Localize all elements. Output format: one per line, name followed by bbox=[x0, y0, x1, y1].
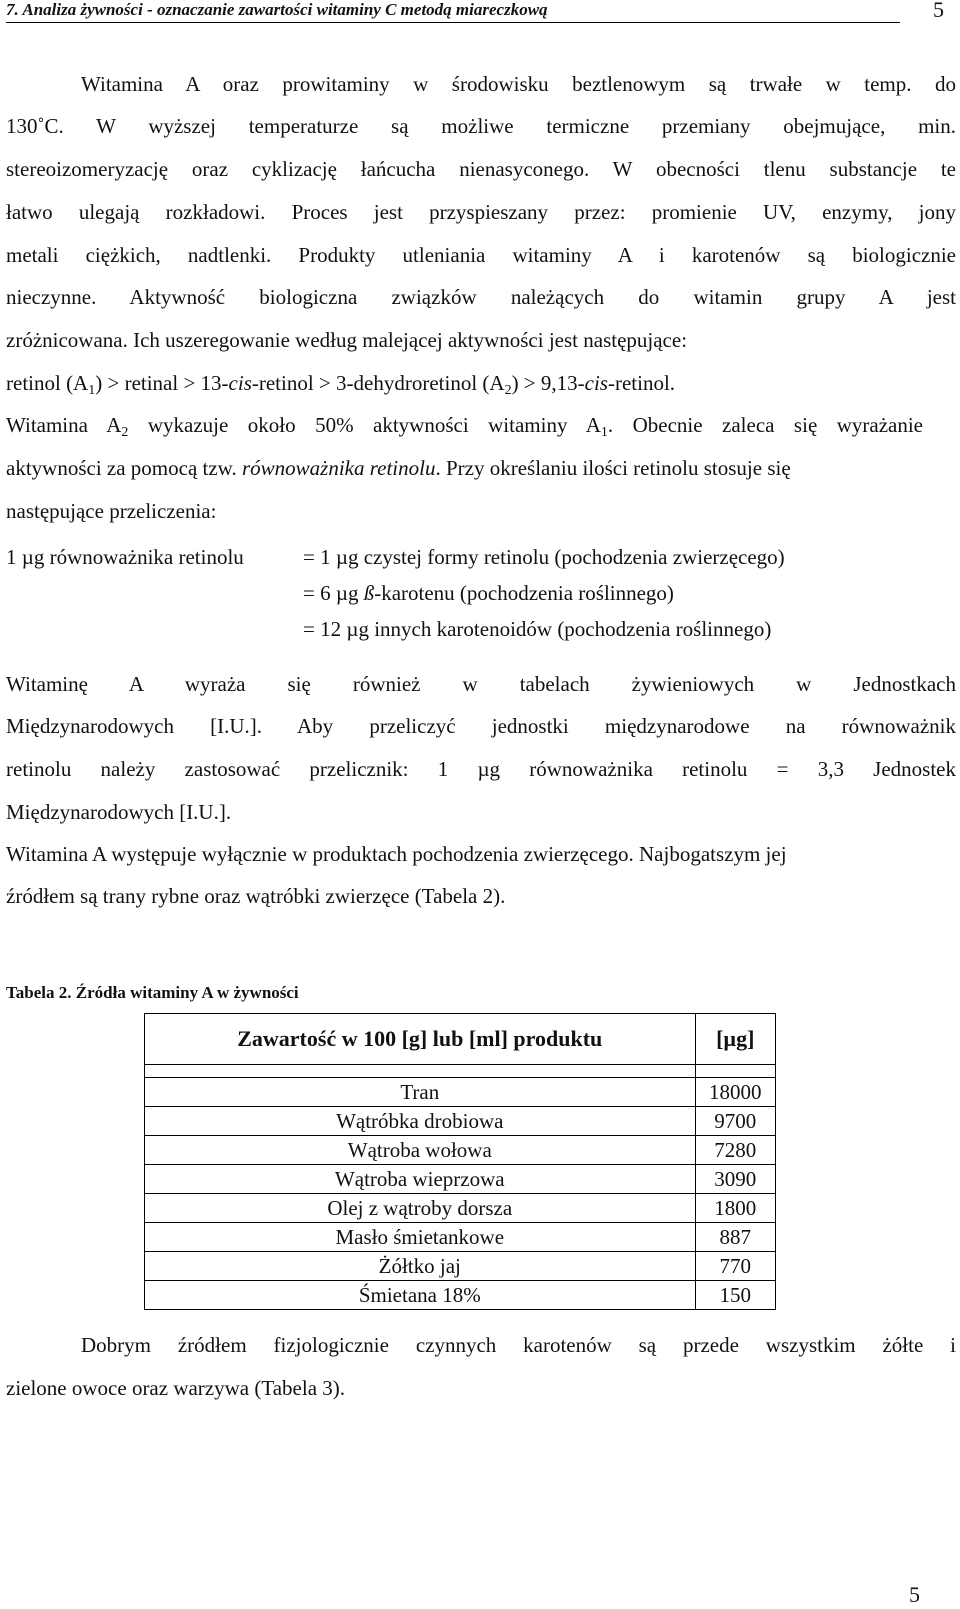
product-name: Żółtko jaj bbox=[145, 1252, 696, 1281]
table-row bbox=[145, 1223, 776, 1252]
text-line: 130˚C. W wyższej temperaturze są możliwe termiczne przemiany obejmujące, min. bbox=[6, 114, 956, 138]
vitamin-a-sources-table bbox=[144, 1013, 776, 1310]
column-header-unit: [µg] bbox=[695, 1014, 775, 1065]
table-row bbox=[145, 1194, 776, 1223]
header-page-number: 5 bbox=[933, 0, 944, 22]
text-line: nieczynne. Aktywność biologiczna związków należących do witamin grupy A jest bbox=[6, 285, 956, 309]
column-header-product: Zawartość w 100 [g] lub [ml] produktu bbox=[145, 1014, 696, 1065]
conversion-row-1: = 1 µg czystej formy retinolu (pochodzenia zwierzęcego) bbox=[303, 545, 785, 569]
table-row bbox=[145, 1281, 776, 1310]
text-line: retinolu należy zastosować przelicznik: 1 µg równoważnika retinolu = 3,3 Jednostek bbox=[6, 757, 956, 781]
text-line: metali ciężkich, nadtlenki. Produkty utleniania witaminy A i karotenów są biologicznie bbox=[6, 243, 956, 267]
text-line: Międzynarodowych [I.U.]. bbox=[6, 800, 232, 824]
product-value: 9700 bbox=[695, 1107, 775, 1136]
text-line: Witaminę A wyraża się również w tabelach żywieniowych w Jednostkach bbox=[6, 672, 956, 696]
text-line: Międzynarodowych [I.U.]. Aby przeliczyć jednostki międzynarodowe na równoważnik bbox=[6, 714, 956, 738]
product-value: 7280 bbox=[695, 1136, 775, 1165]
text-line: Witamina A oraz prowitaminy w środowisku beztlenowym są trwałe w temp. do bbox=[81, 72, 956, 96]
text-line: źródłem są trany rybne oraz wątróbki zwierzęce (Tabela 2). bbox=[6, 884, 506, 908]
product-name: Wątroba wieprzowa bbox=[145, 1165, 696, 1194]
conversion-row-3: = 12 µg innych karotenoidów (pochodzenia roślinnego) bbox=[303, 617, 772, 641]
text-line: zielone owoce oraz warzywa (Tabela 3). bbox=[6, 1376, 346, 1400]
table-row bbox=[145, 1078, 776, 1107]
header-title: 7. Analiza żywności - oznaczanie zawartości witaminy C metodą miareczkową bbox=[6, 0, 548, 19]
product-value: 1800 bbox=[695, 1194, 775, 1223]
conversion-row-2: = 6 µg ß-karotenu (pochodzenia roślinnego) bbox=[303, 581, 674, 605]
product-name: Wątróbka drobiowa bbox=[145, 1107, 696, 1136]
product-value: 18000 bbox=[695, 1078, 775, 1107]
vitamin-a2-activity: Witamina $A_2$ wykazuje około 50% aktywności witaminy $A_1$. Obecnie zaleca się wyrażanie bbox=[6, 413, 923, 440]
conversion-lhs: 1 µg równoważnika retinolu bbox=[6, 545, 244, 569]
retinol-equivalent-line: aktywności za pomocą tzw. równoważnika retinolu. Przy określaniu ilości retinolu stosuje się bbox=[6, 456, 791, 480]
product-value: 770 bbox=[695, 1252, 775, 1281]
product-value: 3090 bbox=[695, 1165, 775, 1194]
product-name: Wątroba wołowa bbox=[145, 1136, 696, 1165]
table-row bbox=[145, 1136, 776, 1165]
table-spacer-row bbox=[145, 1065, 776, 1078]
table-header-row bbox=[145, 1014, 776, 1065]
text-line: następujące przeliczenia: bbox=[6, 499, 217, 523]
table-row bbox=[145, 1165, 776, 1194]
text-line: zróżnicowana. Ich uszeregowanie według malejącej aktywności jest następujące: bbox=[6, 328, 688, 352]
text-line: Dobrym źródłem fizjologicznie czynnych karotenów są przede wszystkim żółte i bbox=[81, 1333, 956, 1357]
text-line: stereoizomeryzację oraz cyklizację łańcucha nienasyconego. W obecności tlenu substancje te bbox=[6, 157, 956, 181]
table-caption: Tabela 2. Źródła witaminy A w żywności bbox=[6, 983, 299, 1002]
product-value: 150 bbox=[695, 1281, 775, 1310]
product-name: Śmietana 18% bbox=[145, 1281, 696, 1310]
text-line: Witamina A występuje wyłącznie w produktach pochodzenia zwierzęcego. Najbogatszym jej bbox=[6, 842, 787, 866]
table-row bbox=[145, 1252, 776, 1281]
running-header bbox=[6, 0, 944, 23]
table-row bbox=[145, 1107, 776, 1136]
footer-page-number: 5 bbox=[909, 1582, 920, 1607]
retinol-activity-order: retinol $(A_1)$ > retinal > 13-cis-retinol > 3-dehydroretinol $(A_2)$ > 9,13-cis-retinol. bbox=[6, 371, 676, 398]
product-value: 887 bbox=[695, 1223, 775, 1252]
product-name: Olej z wątroby dorsza bbox=[145, 1194, 696, 1223]
product-name: Tran bbox=[145, 1078, 696, 1107]
text-line: łatwo ulegają rozkładowi. Proces jest przyspieszany przez: promienie UV, enzymy, jony bbox=[6, 200, 956, 224]
product-name: Masło śmietankowe bbox=[145, 1223, 696, 1252]
